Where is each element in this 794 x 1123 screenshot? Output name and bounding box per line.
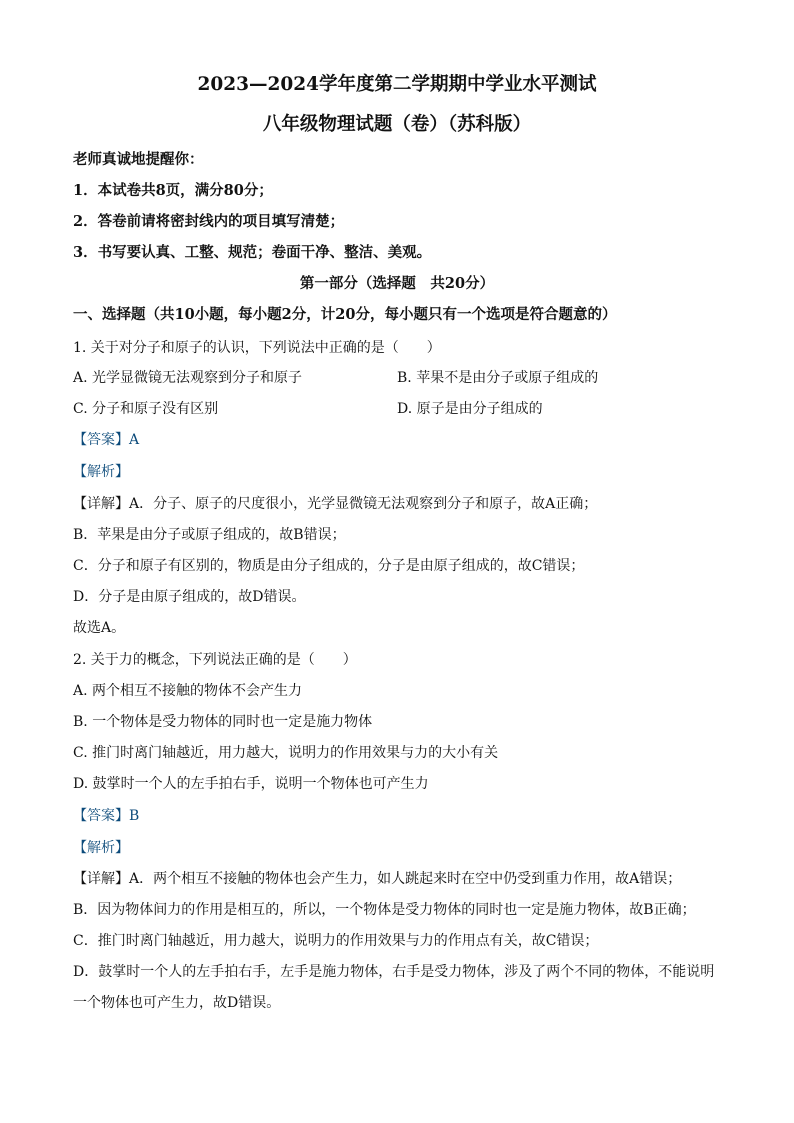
exam-subtitle: 八年级物理试题（卷）（苏科版） [262, 114, 532, 135]
question-2-option-d: D. 鼓掌时一个人的左手拍右手，说明一个物体也可产生力 [73, 776, 429, 792]
exam-title: 2023—2024学年度第二学期期中学业水平测试 [197, 74, 597, 95]
question-1-stem: 1. 关于对分子和原子的认识，下列说法中正确的是（ ） [73, 340, 441, 356]
question-1-detail: B．苹果是由分子或原子组成的，故B错误； [73, 527, 346, 543]
question-1-detail: D．分子是由原子组成的，故D错误。 [73, 589, 306, 605]
question-1-detail: 【详解】A．分子、原子的尺度很小，光学显微镜无法观察到分子和原子，故A正确； [73, 496, 598, 512]
question-1-option-b: B. 苹果不是由分子或原子组成的 [397, 370, 599, 386]
notice-item: 1．本试卷共8页，满分80分； [73, 182, 273, 199]
notice-item: 2．答卷前请将密封线内的项目填写清楚； [73, 213, 345, 230]
question-1-analysis-label: 【解析】 [73, 464, 129, 480]
notice-heading: 老师真诚地提醒你： [73, 151, 204, 168]
question-1-answer: 【答案】A [73, 432, 140, 448]
question-2-answer: 【答案】B [73, 808, 140, 824]
question-1-detail: C．分子和原子有区别的，物质是由分子组成的，分子是由原子组成的，故C错误； [73, 558, 585, 574]
question-2-stem: 2. 关于力的概念，下列说法正确的是（ ） [73, 652, 357, 668]
notice-item: 3．书写要认真、工整、规范；卷面干净、整洁、美观。 [73, 244, 432, 261]
question-2-detail: C．推门时离门轴越近，用力越大，说明力的作用效果与力的作用点有关，故C错误； [73, 933, 599, 949]
part-title: 第一部分（选择题 共20分） [299, 275, 495, 292]
question-2-detail: 【详解】A．两个相互不接触的物体也会产生力，如人跳起来时在空中仍受到重力作用，故A错误； [73, 871, 682, 887]
question-1-option-d: D. 原子是由分子组成的 [397, 401, 543, 417]
question-2-option-b: B. 一个物体是受力物体的同时也一定是施力物体 [73, 714, 373, 730]
question-2-detail: B．因为物体间力的作用是相互的，所以，一个物体是受力物体的同时也一定是施力物体，故B正确； [73, 902, 696, 918]
question-2-option-c: C. 推门时离门轴越近，用力越大，说明力的作用效果与力的大小有关 [73, 745, 499, 761]
question-1-option-c: C. 分子和原子没有区别 [73, 401, 219, 417]
question-2-option-a: A. 两个相互不接触的物体不会产生力 [73, 683, 303, 699]
question-1-detail: 故选A。 [73, 620, 126, 636]
question-2-detail: D．鼓掌时一个人的左手拍右手，左手是施力物体，右手是受力物体，涉及了两个不同的物体，不能说明 [73, 964, 715, 980]
question-1-option-a: A. 光学显微镜无法观察到分子和原子 [73, 370, 303, 386]
section-heading: 一、选择题（共10小题，每小题2分，计20分，每小题只有一个选项是符合题意的） [73, 306, 617, 323]
question-2-analysis-label: 【解析】 [73, 840, 129, 856]
question-2-detail: 一个物体也可产生力，故D错误。 [73, 995, 281, 1011]
